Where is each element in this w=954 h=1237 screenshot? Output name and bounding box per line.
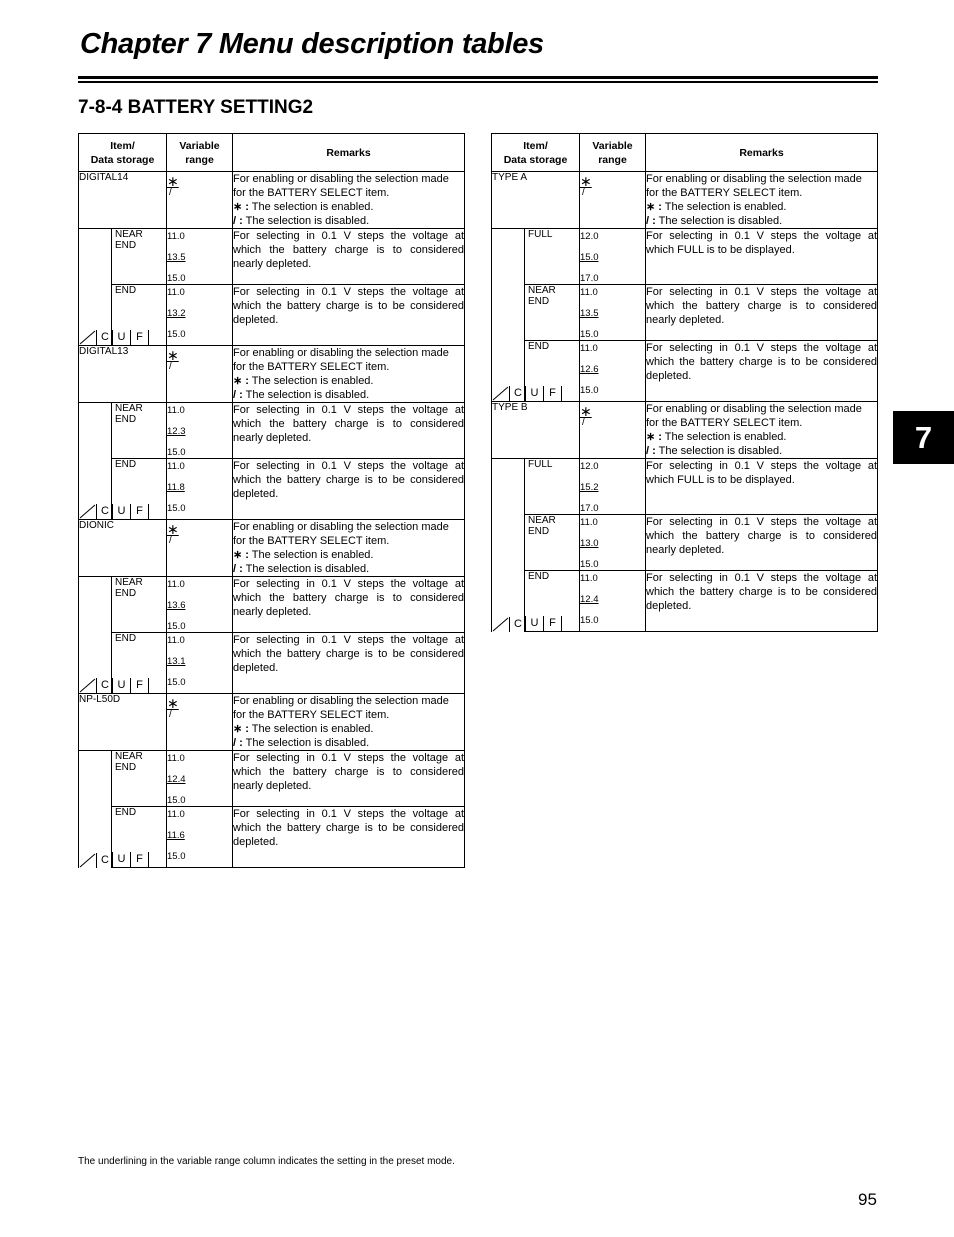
range-min: 12.0: [580, 231, 599, 242]
cuf-c: C: [96, 853, 113, 868]
slash-symbol: /: [582, 417, 585, 428]
table-header-row: [79, 134, 465, 172]
remark-line: [233, 548, 464, 562]
range-min: 11.0: [167, 809, 185, 820]
remark-line: For enabling or disabling the selection made: [233, 521, 449, 533]
indent-cell: [492, 341, 525, 402]
item-name: TYPE B: [492, 402, 580, 459]
range-min: 11.0: [580, 517, 598, 528]
indent-cell: [492, 515, 525, 571]
table-row: [79, 520, 465, 577]
range-max: 15.0: [167, 447, 186, 458]
section-heading: 7-8-4 BATTERY SETTING2: [78, 97, 314, 118]
range-min: 11.0: [580, 343, 598, 354]
disabled-text: The selection is disabled.: [245, 737, 370, 749]
variable-range-cell: [580, 515, 646, 571]
chapter-title: Chapter 7 Menu description tables: [80, 28, 544, 60]
cuf-c: C: [96, 330, 113, 345]
sub-item-name: [112, 229, 167, 285]
remarks-cell: For selecting in 0.1 V steps the voltage at which the battery charge is to considered nearly depleted.: [646, 515, 878, 571]
enabled-text: The selection is enabled.: [251, 201, 374, 213]
table-row: [492, 402, 878, 459]
remarks-cell: For selecting in 0.1 V steps the voltage at which the battery charge is to be considered depleted.: [646, 571, 878, 632]
header-item-label: Item/: [110, 139, 135, 152]
remark-line: For enabling or disabling the selection made: [646, 403, 862, 415]
table-row: [492, 229, 878, 285]
remarks-cell: For selecting in 0.1 V steps the voltage at which the battery charge is to considered nearly depleted.: [233, 751, 465, 807]
remarks-cell: For selecting in 0.1 V steps the voltage at which the battery charge is to be considered depleted.: [233, 459, 465, 520]
table-row: [79, 633, 465, 694]
table-row: [79, 229, 465, 285]
range-preset: 15.2: [580, 482, 599, 493]
sub-item-label: END: [115, 633, 137, 644]
slash-symbol: /: [169, 361, 172, 372]
header-data-storage-label: Data storage: [90, 153, 155, 166]
table-row: [492, 285, 878, 341]
range-preset: 12.4: [580, 594, 599, 605]
cuf-c: C: [509, 617, 526, 632]
header-variable-label: Variable: [592, 139, 633, 152]
remarks-cell: For selecting in 0.1 V steps the voltage at which FULL is to be displayed.: [646, 459, 878, 515]
variable-symbols: [167, 346, 233, 403]
remark-line: [233, 722, 464, 736]
sub-item-label: END: [528, 341, 550, 352]
range-max: 15.0: [167, 273, 186, 284]
remark-line: [233, 374, 464, 388]
disabled-text: The selection is disabled.: [245, 563, 370, 575]
indent-cell: [79, 807, 112, 868]
cuf-c: C: [96, 678, 113, 693]
variable-range-cell: [167, 403, 233, 459]
indent-cell: [492, 229, 525, 285]
item-name: NP-L50D: [79, 694, 167, 751]
remarks-cell: [233, 520, 465, 577]
range-preset: 13.1: [167, 656, 186, 667]
sub-item-label: FULL: [528, 229, 553, 240]
indent-cell: [79, 229, 112, 285]
sub-item-name: [112, 459, 167, 520]
asterisk-symbol: ∗: [167, 695, 179, 711]
title-rule-thin: [78, 81, 878, 83]
remark-line: [233, 388, 464, 402]
asterisk-label: ∗ :: [646, 431, 662, 443]
cuf-u: U: [525, 386, 543, 401]
remarks-cell: For selecting in 0.1 V steps the voltage at which the battery charge is to considered nearly depleted.: [233, 229, 465, 285]
cuf-slash: [79, 853, 96, 868]
sub-item-label: NEAR END: [115, 229, 143, 251]
slash-symbol: /: [169, 187, 172, 198]
sub-item-name: [112, 807, 167, 868]
cuf-f: F: [130, 330, 149, 345]
remark-line: For enabling or disabling the selection made: [233, 173, 449, 185]
sub-item-name: [525, 341, 580, 402]
variable-symbols: [167, 172, 233, 229]
table-row: [79, 751, 465, 807]
sub-item-label: NEAR END: [115, 577, 143, 599]
remark-line: [233, 200, 464, 214]
range-min: 11.0: [167, 579, 185, 590]
variable-symbols: [580, 402, 646, 459]
indent-cell: [79, 633, 112, 694]
cuf-c: C: [96, 504, 113, 519]
range-max: 17.0: [580, 503, 599, 514]
remark-line: For enabling or disabling the selection made: [233, 347, 449, 359]
range-min: 12.0: [580, 461, 599, 472]
header-item: [79, 134, 167, 172]
table-row: [79, 577, 465, 633]
remark-line: for the BATTERY SELECT item.: [233, 187, 390, 199]
variable-range-cell: [580, 459, 646, 515]
sub-item-label: FULL: [528, 459, 553, 470]
cuf-slash: [79, 504, 96, 519]
enabled-text: The selection is enabled.: [251, 549, 374, 561]
variable-range-cell: [580, 285, 646, 341]
diagonal-slash-icon: [79, 330, 96, 345]
slash-label: / :: [233, 563, 243, 575]
sub-item-name: [112, 577, 167, 633]
sub-item-name: [112, 633, 167, 694]
asterisk-label: ∗ :: [233, 375, 249, 387]
table-row: [492, 515, 878, 571]
item-name: DIGITAL13: [79, 346, 167, 403]
asterisk-symbol: ∗: [580, 173, 592, 189]
range-max: 15.0: [580, 329, 599, 340]
cuf-f: F: [543, 616, 562, 631]
remarks-cell: [646, 402, 878, 459]
diagonal-slash-icon: [79, 853, 96, 868]
header-remarks: Remarks: [646, 134, 878, 172]
sub-item-name: [525, 229, 580, 285]
remarks-cell: [233, 346, 465, 403]
slash-label: / :: [233, 737, 243, 749]
variable-range-cell: [580, 229, 646, 285]
range-min: 11.0: [167, 635, 185, 646]
indent-cell: [492, 459, 525, 515]
table-row: [79, 403, 465, 459]
sub-item-label: END: [528, 571, 550, 582]
range-min: 11.0: [167, 753, 185, 764]
remark-line: [646, 200, 877, 214]
variable-symbols: [167, 520, 233, 577]
header-variable-range: [167, 134, 233, 172]
variable-range-cell: [580, 571, 646, 632]
sub-item-label: NEAR END: [528, 285, 556, 307]
remarks-cell: For selecting in 0.1 V steps the voltage at which the battery charge is to considered nearly depleted.: [646, 285, 878, 341]
range-preset: 12.4: [167, 774, 186, 785]
range-min: 11.0: [580, 287, 598, 298]
cuf-slash: [79, 330, 96, 345]
disabled-text: The selection is disabled.: [658, 445, 783, 457]
slash-symbol: /: [582, 187, 585, 198]
range-preset: 11.8: [167, 482, 185, 493]
asterisk-symbol: ∗: [580, 403, 592, 419]
footnote: The underlining in the variable range column indicates the setting in the preset mode.: [78, 1156, 455, 1167]
variable-range-cell: [167, 751, 233, 807]
asterisk-label: ∗ :: [646, 201, 662, 213]
remarks-cell: For selecting in 0.1 V steps the voltage at which the battery charge is to be considered depleted.: [233, 807, 465, 868]
enabled-text: The selection is enabled.: [664, 201, 787, 213]
remark-line: [646, 214, 877, 228]
sub-item-name: [112, 285, 167, 346]
cuf-slash: [492, 617, 509, 632]
range-min: 11.0: [167, 231, 185, 242]
remark-line: For enabling or disabling the selection made: [646, 173, 862, 185]
range-max: 15.0: [167, 851, 186, 862]
table-row: [79, 346, 465, 403]
table-row: [79, 459, 465, 520]
table-row: [492, 571, 878, 632]
table-row: [79, 285, 465, 346]
remark-line: for the BATTERY SELECT item.: [646, 187, 803, 199]
asterisk-symbol: ∗: [167, 173, 179, 189]
range-preset: 12.3: [167, 426, 186, 437]
table-header-row: [492, 134, 878, 172]
cuf-slash: [492, 386, 509, 401]
remarks-cell: [646, 172, 878, 229]
remarks-cell: [233, 172, 465, 229]
sub-item-name: [525, 571, 580, 632]
remarks-cell: For selecting in 0.1 V steps the voltage at which the battery charge is to be considered depleted.: [233, 285, 465, 346]
disabled-text: The selection is disabled.: [245, 389, 370, 401]
asterisk-symbol: ∗: [167, 347, 179, 363]
menu-table-left: [78, 133, 465, 868]
cuf-u: U: [112, 330, 130, 345]
sub-item-label: END: [115, 807, 137, 818]
table-body: [492, 172, 878, 632]
sub-item-label: END: [115, 285, 137, 296]
indent-cell: [79, 285, 112, 346]
enabled-text: The selection is enabled.: [251, 723, 374, 735]
indent-cell: [79, 751, 112, 807]
sub-item-label: NEAR END: [115, 403, 143, 425]
cuf-u: U: [112, 852, 130, 867]
table-row: [79, 694, 465, 751]
cuf-u: U: [112, 678, 130, 693]
header-data-storage-label: Data storage: [503, 153, 568, 166]
range-preset: 11.6: [167, 830, 185, 841]
asterisk-label: ∗ :: [233, 723, 249, 735]
sub-item-label: NEAR END: [115, 751, 143, 773]
cuf-f: F: [543, 386, 562, 401]
remarks-cell: For selecting in 0.1 V steps the voltage at which the battery charge is to considered nearly depleted.: [233, 403, 465, 459]
diagonal-slash-icon: [492, 386, 509, 401]
remarks-cell: For selecting in 0.1 V steps the voltage at which the battery charge is to be considered depleted.: [646, 341, 878, 402]
sub-item-label: END: [115, 459, 137, 470]
variable-range-cell: [580, 341, 646, 402]
diagonal-slash-icon: [492, 617, 509, 632]
range-max: 15.0: [167, 329, 186, 340]
sub-item-name: [112, 751, 167, 807]
indent-cell: [79, 577, 112, 633]
range-max: 15.0: [580, 615, 599, 626]
cuf-u: U: [525, 616, 543, 631]
table-row: [492, 459, 878, 515]
sub-item-name: [112, 403, 167, 459]
cuf-u: U: [112, 504, 130, 519]
slash-symbol: /: [169, 709, 172, 720]
variable-range-cell: [167, 285, 233, 346]
remark-line: for the BATTERY SELECT item.: [646, 417, 803, 429]
slash-symbol: /: [169, 535, 172, 546]
range-max: 15.0: [580, 559, 599, 570]
remark-line: [233, 562, 464, 576]
asterisk-label: ∗ :: [233, 201, 249, 213]
item-name: TYPE A: [492, 172, 580, 229]
header-range-label: range: [598, 153, 627, 166]
asterisk-symbol: ∗: [167, 521, 179, 537]
range-max: 17.0: [580, 273, 599, 284]
sub-item-name: [525, 459, 580, 515]
page-number: 95: [858, 1190, 877, 1209]
chapter-tab: 7: [893, 411, 954, 464]
asterisk-label: ∗ :: [233, 549, 249, 561]
indent-cell: [492, 285, 525, 341]
remarks-cell: [233, 694, 465, 751]
enabled-text: The selection is enabled.: [664, 431, 787, 443]
disabled-text: The selection is disabled.: [245, 215, 370, 227]
table-row: [79, 807, 465, 868]
variable-range-cell: [167, 459, 233, 520]
item-name: DIONIC: [79, 520, 167, 577]
table-body: [79, 172, 465, 868]
range-max: 15.0: [167, 621, 186, 632]
range-preset: 13.5: [580, 308, 599, 319]
slash-label: / :: [646, 215, 656, 227]
slash-label: / :: [233, 389, 243, 401]
header-item: [492, 134, 580, 172]
remarks-cell: For selecting in 0.1 V steps the voltage at which FULL is to be displayed.: [646, 229, 878, 285]
remark-line: [233, 736, 464, 750]
sub-item-label: NEAR END: [528, 515, 556, 537]
range-max: 15.0: [167, 795, 186, 806]
header-range-label: range: [185, 153, 214, 166]
sub-item-name: [525, 515, 580, 571]
remark-line: for the BATTERY SELECT item.: [233, 535, 390, 547]
remark-line: For enabling or disabling the selection made: [233, 695, 449, 707]
range-min: 11.0: [167, 287, 185, 298]
remark-line: [233, 214, 464, 228]
sub-item-name: [525, 285, 580, 341]
range-min: 11.0: [580, 573, 598, 584]
diagonal-slash-icon: [79, 504, 96, 519]
item-name: DIGITAL14: [79, 172, 167, 229]
indent-cell: [79, 403, 112, 459]
range-preset: 13.2: [167, 308, 186, 319]
cuf-c: C: [509, 386, 526, 401]
diagonal-slash-icon: [79, 678, 96, 693]
cuf-f: F: [130, 504, 149, 519]
cuf-slash: [79, 678, 96, 693]
header-item-label: Item/: [523, 139, 548, 152]
range-preset: 13.6: [167, 600, 186, 611]
range-max: 15.0: [580, 385, 599, 396]
indent-cell: [79, 459, 112, 520]
disabled-text: The selection is disabled.: [658, 215, 783, 227]
slash-label: / :: [233, 215, 243, 227]
remarks-cell: For selecting in 0.1 V steps the voltage at which the battery charge is to considered nearly depleted.: [233, 577, 465, 633]
variable-symbols: [580, 172, 646, 229]
remark-line: for the BATTERY SELECT item.: [233, 361, 390, 373]
menu-table-right: [491, 133, 878, 632]
cuf-f: F: [130, 678, 149, 693]
range-max: 15.0: [167, 677, 186, 688]
range-min: 11.0: [167, 461, 185, 472]
table-row: [492, 172, 878, 229]
cuf-f: F: [130, 852, 149, 867]
slash-label: / :: [646, 445, 656, 457]
variable-range-cell: [167, 633, 233, 694]
remarks-cell: For selecting in 0.1 V steps the voltage at which the battery charge is to be considered depleted.: [233, 633, 465, 694]
header-variable-range: [580, 134, 646, 172]
variable-symbols: [167, 694, 233, 751]
title-rule-thick: [78, 76, 878, 79]
remark-line: [646, 430, 877, 444]
range-preset: 13.5: [167, 252, 186, 263]
variable-range-cell: [167, 807, 233, 868]
range-preset: 12.6: [580, 364, 599, 375]
variable-range-cell: [167, 229, 233, 285]
table-row: [79, 172, 465, 229]
remark-line: for the BATTERY SELECT item.: [233, 709, 390, 721]
enabled-text: The selection is enabled.: [251, 375, 374, 387]
range-preset: 13.0: [580, 538, 599, 549]
range-min: 11.0: [167, 405, 185, 416]
header-variable-label: Variable: [179, 139, 220, 152]
header-remarks: Remarks: [233, 134, 465, 172]
table-row: [492, 341, 878, 402]
variable-range-cell: [167, 577, 233, 633]
range-preset: 15.0: [580, 252, 599, 263]
remark-line: [646, 444, 877, 458]
range-max: 15.0: [167, 503, 186, 514]
indent-cell: [492, 571, 525, 632]
